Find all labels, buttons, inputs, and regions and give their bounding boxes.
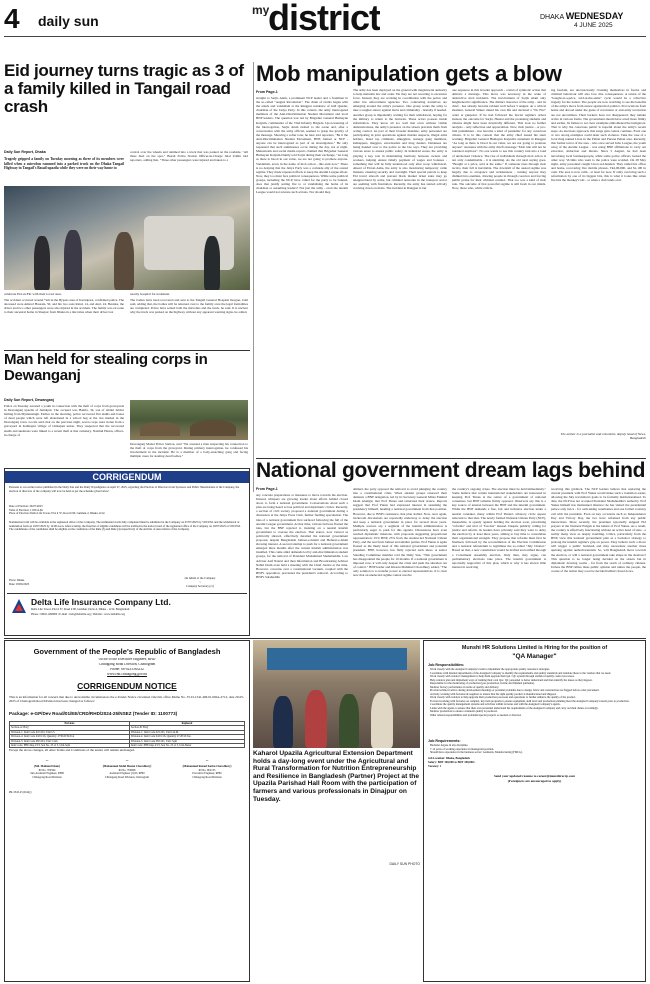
table-cell: Section-A: BoQ: [10, 726, 130, 730]
signatory-block: [89, 759, 165, 779]
signatory-office: Chittagong Road Division: [32, 775, 62, 779]
tangail-body-right: The bodies have been recovered and sent to the Tangail General Hospital morgue, Jalal said, adding that, the bodies will be returned over to the family once the legal formalities are completed. Police have seized both the microbus and the truck, he said. It is unclear why the truck was parked on the highway without any apparent warning signs, he added.: [130, 298, 248, 315]
tender-signatories: [9, 759, 245, 795]
signatory-name: (Md. Mahmud Islam): [34, 765, 60, 768]
section-title: district: [268, 0, 381, 36]
tender-title: CORRIGENDUM NOTICE: [77, 681, 177, 691]
job-salary: Salary: BDT 100,000 to BDT 180,000/-: [428, 761, 476, 764]
attendee-figure: [371, 692, 393, 748]
table-cell: Division-4: Item Code 04/01/16, Quantity 27.28 M.Ton: [129, 735, 244, 739]
tangail-caption-right: nearby hospital for treatment.: [130, 292, 171, 296]
photo-kaharol-event: [253, 640, 420, 748]
signatory-id: ID No. 700344: [38, 768, 56, 772]
divider: [4, 350, 250, 351]
signatory-id: ID No. 700068: [118, 768, 136, 772]
mob-from-page: From Page-1: [256, 90, 278, 94]
list-item: Liaise with the agents to ensure that their own personnel understand the requirements of the Assigned Company and carry out their duties accordingly.: [430, 706, 599, 710]
byline-tangail: Daily Sun Report, Dhaka: [4, 150, 46, 154]
section-word-top: my: [252, 4, 270, 16]
corrigendum-body: Nomination form will be available at the registered office of the Company. The nomination form duly completed must be submitted at the Company on 07/07/2025 by 5:00 P.M. and the withdrawal of nomination form on 10/07/2025 by 12:00 noon. After scrutiny, the final list of eligible candidates will be notified in the notice board of the registered office of the Company on 10/07/2025 at 5:00 P.M. The candidature of the candidates shall be eligible on the conditions of the Rule (3) and Rule (4) respectively of the Articles of Association of the Company.: [9, 521, 241, 532]
table-cell: Division-5: Item Code 08/1201, Unit: Cum: [10, 739, 130, 743]
divider: [4, 638, 646, 639]
on-behalf: On behalf of the Company: [184, 577, 216, 580]
table-header: Replaced: [129, 722, 244, 726]
tangail-body-left: The accident occurred around *am in the Bypass area of Karatipara, confirmed police. The deceased were Amzad Hossain, 50, and his two sons Ratul, 14, and Atul, 24. Besides, the driver and two other passengers were also injured in the accident. The family was en route to their ancestral home in Sherpur from Dhaka in a microbus when their driver lost: [4, 298, 124, 315]
tender-office: Office of the Executive Engineer, RHD: [98, 658, 156, 661]
page-number: 4: [4, 4, 20, 34]
signature-mark: ~: [45, 759, 49, 764]
attendee-figure: [273, 696, 293, 748]
company-address: Delta Life Tower, Plot # 37, Road # 90, Gulshan Circle-2, Dhaka - 1212, Bangladesh: [31, 608, 130, 611]
list-item: Work closely with the Assigned Company's team to implement the appropriate quality assurance strategies.: [430, 668, 550, 671]
requirements-list: [430, 744, 642, 755]
schedule-time: Time of Election: 11:00 A.M.: [9, 507, 44, 512]
table-cell: Division-1: Item Code 02/1201, Unit LS: [10, 730, 130, 734]
masthead: [0, 0, 650, 60]
mob-col2: The army has been deployed on the ground with magistracial authority to help maintain law and order. Yet they are not resorting to excessive force. Instead, they are working in coordination with the police and other law enforcement agencies. Two contrasting narratives are emerging around the army's presence. One group wants the army to take a tougher stance against mobs and criminality - brutally if needed. Another group is impatiently waiting for their withdrawal, hoping for the military to return to the barracks. These actors possess inside information. They know all too well that even without visible demonstrations, the army's presence on the streets prevents them from acting control. As part of their broader mandate, army personnel are participating in joint operations against murder suspects, illegal arms holders, listed top criminals, smugglers, teenage gang members, kidnappers, muggers, extortionists and drug dealers. Detainees are being handed over to the police as the law says. They are providing various areas to ensure public safety. In industrial zones, the army is playing a key role in maintaining harmony between owners and workers, helping ensure timely payment of wages and bonuses - something that will be fully understood only after troop withdrawal. Ahead of Eid-ul-Azha, the army is also monitoring temporary cattle markets, ensuring security and oversight. Their special patrols to keep Eid travel smooth and prevent black market ticket sales may go unappreciated by some, but criminal networks in the transport sector are seething with frustration. Recently, the army has started actively cracking down on mobs. The incident in Rangpur is but: [353, 88, 447, 191]
list-item: Monitor production to ensure consistent quality is produced.: [430, 710, 498, 713]
table-cell: Division-4: Item Code 04/01/16, Quantity: 2730.60 M.Ton: [10, 735, 130, 739]
corrigendum-place-value: Dhaka: [16, 579, 25, 582]
job-location: Job Location: Dhaka, Bangladesh: [428, 757, 470, 760]
byline-corpses: Daily Sun Report, Dewanganj: [4, 398, 54, 402]
national-col4: resolving this gridlock. The NCP leaders believe that replacing the current president with Prof Yunus would make such a transition easier, allowing the July revolution's goals to be formally institutionalised. To date, the NCP has not accepted President Shahabuddin's authority. Prof Yunus himself has maintained distance: he has visited the presidential palace only twice - for oath-taking ceremonies and one formal courtesy call with the president. Even on key occasions such as Independence Day and Victory Day, the two have refrained from any public interactions. More recently, the president reportedly skipped Eid prayers at the National Eidgah at the behest of Prof Yunus. As a result, the country is effectively functioning without an active head of state - a reality many view as deeply troubling. Critics, particularly from the BNP, view this national government plan as a backdoor strategy to prolong the interim regime's grip on power. They believe such a move will trigger a public backlash and may necessitate another mass uprising against authoritarianism. So, will Bangladesh move towards the election, or will a national government take shape in the shadows? This question is no longer being decided on the streets but in diplomatic drawing rooms - far from the reach of ordinary citizens. Unless the BNP rallies mass public opinion and unites the people, the course of the nation may soon be decided behind closed doors.: [551, 487, 646, 573]
signatory-name: (Mohammed Abdul Hasnat Chowdhury): [102, 765, 152, 768]
attendee-figure: [305, 690, 327, 748]
crowd-figure: [64, 230, 82, 290]
job-vacancy: Vacancy: 1: [428, 765, 442, 768]
national-col1: any concrete preparations or measures to move towards the election. Instead, whispers are growing louder about efforts behind closed doors to form a national government. Conversations about such a plan are being heard across political and diplomatic circles. Recently, a section of civil society proposed a national government during a discussion at the Jatiya Press Club, further fuelling speculation. The idea of a national government first surfaced following the fall of the Awami League government. At that time, various factions floated the idea, but the BNP rejected it, insisting on a neutral interim government to oversee the election. That stance, now viewed as politically shrewd, effectively derailed the national government proposal, despite Bangladesh Jamaat-e-Islami and Hefazat-e-Islam showing interest. A second attempt to push for a national government emerged three months after the current interim administration was installed. This came amid demands led by anti-discrimination student groups, for the removal of President Mohammed Shahabuddin. Law Adviser Asif Nazrul and then Information and Broadcasting Adviser Nahid Islam even held a meeting with the Chief Justice at the time. However, concerns over a constitutional vacuum, coupled with the BNP's opposition, prevented the president's removal. According to BNP's Salahuddin: [256, 493, 348, 579]
crowd-figure: [34, 236, 50, 290]
headline-tangail: Eid journey turns tragic as 3 of a family killed in Tangail road crash: [4, 62, 244, 116]
job-ad-title: Munshi HR Solutions Limited is Hiring for the position of: [461, 645, 608, 651]
dateline-date: 4 JUNE 2025: [574, 22, 613, 29]
attendee-figure: [339, 694, 359, 748]
grave-mound: [140, 422, 180, 436]
headline-national: National government dream lags behind: [256, 460, 646, 482]
schedule-place: Place of Election: Delta Life Tower, Plot # 37, Road # 90, Gulshan-2, Dhaka-1212.: [9, 511, 106, 516]
list-item: Provide technical advice during development meetings or potential problems due to design, fabric and construction are flagged before order placement.: [430, 689, 600, 692]
divider: [256, 458, 646, 459]
tender-website[interactable]: www.rhd.chittagong.gov.bd: [107, 673, 147, 676]
signatory-office: Chittagong Road Division, Chattogram: [105, 775, 149, 779]
divider: [7, 593, 247, 594]
signatory-role: Sub-Assistant Engineer, RHD: [30, 772, 64, 775]
schedule-date: Date of Election: 26/07/2025: [9, 505, 43, 508]
signatory-office: Chittagong Road Division: [192, 775, 222, 779]
list-item: Help vendors plan and implement ways of training their own QA / QC personnel to better understand and then identify the issues as they happen.: [430, 678, 593, 682]
list-item: Responsible for the monitoring of production (pre-production, in-line and finished garments).: [430, 682, 535, 685]
job-ad: [423, 640, 646, 982]
mob-col4: ing fascism, are unconsciously cloaking themselves in fascist and criminal behaviour will also face dire consequences. A return of the "bought-at-a-price, sold-at-the-same" cycle would be a collective tragedy for the nation. The people are now watching to see the benefits of the army's move from stance against mob politics. Provocations from home and abroad under the guise of revolution or anti-army revolution are not uncommon. Their backers have not disappeared; they remain active in various forms. The government should have acted more firmly and earlier. Its failure to set clear examples emboldened the instigators. That is why the conscious public is hopeful about the army's recent steps. As elections approach, this surge gain cannot continue. Even one or two strong examples could deter such violence. Take the case of a local thug named Liton in the Paltan and Purana Paltan area. Recently, this former terror of the area - who once served Jubo League, the youth wing of the Awami League - was using BNP affiliations to carry out extortion, abduction and threats. Since 5 August, he had been terrorising local businesspeople, while some police officers looked the other way. Victims who went to the police were scolded. On 28 May night, army personnel caught Liton red-handed. They raided his office and home, recovering five mobile phones, Tk2,00,000, and $1,100 in cash. The area is now calm - at least for now. If army can bring such a reformation by one of its biggest bits, this is what it looks like when fire hits the monkey's tail - or when a club lands on it.: [551, 88, 646, 183]
signatory-block: [169, 759, 245, 779]
wrecked-microbus: [144, 216, 234, 270]
job-apply-note: (Foreigners are encouraged to apply): [507, 780, 562, 783]
responsibilities-label: Job Responsibilities:: [428, 663, 465, 667]
table-row: [10, 744, 245, 748]
corrigendum-date-value: 03/06/2025: [15, 581, 30, 586]
tender-footer-code: PR-3343-25 (Daily): [9, 791, 32, 794]
signatory: Company Secretary (cc): [185, 583, 215, 588]
tangail-caption-left: celebrate Eid-ul-Fitr with their loved ones.: [4, 292, 62, 296]
mob-col3: one sequence in this broader approach - a kind of symbolic action that delivers a message. This move was necessary in the wake of destructive mob incidents. The involvement of Sarjis Alam only heightened its significance. The distinct character of the army - and its chief - has already become evident well before 5 August. At a critical moment, General Waker risked his own life and declared a "No Fire" order at gunpoint. If he had followed the fascist regime's orders instead, the outcome for Sarjis, Hasnat and the protesting students and citizens might have been drastically different. This took no further analysis - only reflection and appreciation. Now, mob justice - or pro-trial punishment - has become a kind of pandemic for any conscious citizen. It is in this context that the army chief issued his stern warning. Brigadier General Humayun Kaiyum's statement in Rangpur "As long as there is blood in our veins, we are not going to promote anyone" resonates with the army chief's message "Mob rule will not be tolerated anymore". No one wants to see this country turn into a land of unchecked violence. The rise of individuals through mob action is not only condemnable - it is alarming. As the old rural saying goes, "Bought at a price, sold at the same." If someone rises through mob tactics, their fall is inevitable. The downfall of the ousted regime was largely due to arrogance and recklessness - turning anyone they disliked into enemies, drawing people in through coercion and forcing public praise for their criminal conduct. That too was a kind of mob rule. The outcome of that powerful regime is still fresh in our minds. Now, those who, while criticis-: [452, 88, 546, 191]
list-item: Coordinate with internal departments of the Assigned Company to identify the requirements and quality standards and translate these to the vendors that we need.: [430, 671, 611, 675]
job-apply-email[interactable]: Send your updated resume to career@munshirecrp.com: [493, 775, 576, 778]
signatory-role: Executive Engineer, RHD: [192, 772, 222, 775]
list-item: Bachelor degree in any discipline.: [430, 744, 469, 747]
tender-phone: Phone: 88-0233363232: [110, 668, 144, 671]
company-name: Delta Life Insurance Company Ltd.: [31, 597, 171, 607]
table-cell: Division-5: Item Code 08/1201, Unit: Sqm: [129, 739, 244, 743]
masthead-rule: [4, 36, 646, 37]
headline-corpses: Man held for stealing corps in Dewanganj: [4, 352, 208, 384]
requirements-label: Job Requirements:: [428, 739, 461, 743]
signatory-role: Assistant Engineer (ii) D, RHD: [109, 772, 145, 775]
crowd-figure: [114, 232, 134, 290]
tender-division: Chittagong Road Division, Chattogram: [98, 663, 156, 666]
dateline: [540, 12, 623, 22]
national-col3: the country's ongoing crises. The election must be held immediately." Some believe that certain international stakeholders are interested in keeping Prof Yunus at the centre of a government of national consensus, but BNP remains firmly opposed. Observers say this is a key source of tension between the BNP and the interim government. While the BNP demands a free, fair and inclusive election under a neutral caretaker, many within Prof Yunus's advisory circle appear reluctant to that idea. The newly formed National Citizen Party (NCP), meanwhile, is openly against holding the election soon, prioritising "reforms" and trial of "fascists" instead. Despite publicly calling for justice and reform, its leaders have privately said they want to delay the election by at least three years, aiming to buy time to consolidate their organisational strength. They propose that reforms must first be finalised, followed by the reconstitution of the Election Commission and a national referendum to legitimise the so-called "July Charter." Based on that, a new constitution would be drafted and ratified through a Constituent Assembly election. Only then, they argue, can parliamentary elections take place. The interim government is reportedly supportive of this plan, which is why it has shown little interest in resolving: [452, 487, 546, 569]
grave-mound: [190, 420, 236, 436]
tender-change-table: [9, 721, 245, 748]
dateline-weekday: WEDNESDAY: [565, 12, 624, 21]
corrigendum-intro: Pursuant to our earlier notice published in the Daily Sun and the Daily Nayadiganta on April 27, 2025, regarding the Election of Directors from Sponsors and Public Shareholders of the Company, the election of directors of the company will now be held as per the schedule given below:: [9, 486, 240, 493]
tender-notice: [4, 640, 250, 982]
table-cell: Item Code: PHE-Dep-23/3, Sen No. 25 of 3, Unit-Meter: [129, 744, 244, 748]
table-cell: Section-B: BoQ: [129, 726, 244, 730]
corrigendum-signoff: [155, 577, 245, 588]
corpses-col2: Dewanganj Model Police Station, said "We arrested a man suspecting his connection to the theft of corps from the graveyard. During primary interrogation, he confessed his involvement in the incident. He is a member of a body-snatching gang and facing multiple cases for stealing dead bodies.": [130, 442, 248, 459]
job-position: "QA Manager": [512, 653, 557, 660]
national-col2: Ahmed, the party opposed the removal to avoid plunging the country into a constitutional crisis. When student groups renewed their demand, a BNP delegation, led by its Secretary General Mirza Fakhrul Islam Alamgir, met Prof Yunus and reiterated their stance. Reports suggest that Prof Yunus had expressed interest in assuming the presidency himself, heading a national government from that position. However, due to BNP's resistance, that plan stalled. Now, once again, backroom discussions are reportedly underway to delay the election and keep a national government in place for several more years. Multiple sources say a segment of the interim administration is particularly eager to push for this agenda. Discussions have even reached diplomatic missions, with proposals suggesting proportional representation: 25% BNP, 25% from the student-led National Citizen Party, and the rest from Jamaat and smaller parties. Prof Yunus is again floated as the likely head of this national government and potential president. BNP, however, has flatly rejected such ideas. A senior Standing Committee member told the Daily Sun, "This government has disappointed the people for 10 months. If a national government is imposed now, it will only deepen the crisis and push the situation out of control." BNP leader and Khasru Mahmud Chowdhury added, "The only solution is to transfer power to elected representatives. It is clear now that an unelected regime cannot resolve: [353, 487, 447, 577]
list-item: 7-12 years of working experience in managerial position.: [430, 747, 494, 751]
corrigendum-schedule: [9, 505, 245, 516]
tangail-col2: control over the wheels and rammed into a truck that was parked on the roadside. "All three died on the spot," Basail Police Station Officer-in-Charge Jalal Uddin told reporters, adding that, "Three other passengers were injured and taken to a: [130, 150, 248, 163]
delta-life-logo-icon: [11, 598, 27, 614]
corrigendum-ad: [4, 468, 250, 636]
column-divider: [253, 62, 254, 492]
list-item: Work closely with vendor's management to help them upgrade their QA / QC system through statistical quality control processes.: [430, 675, 575, 678]
tangail-lead: Tragedy gripped a family on Tuesday morning as three of its members were killed when a microbus rammed into a parked truck on the Dhaka-Tangail Highway in Tangail's Basail upazila while they were on their way home to: [4, 157, 124, 170]
tender-intro: This is an information for all concern that due to unavoidable circumstances the e-Tender Notice circulated vide this office Memo No. 35.01.1541.406.01.002A-2712, date 20-05-2025 of Chattogram Road Division has been changed as follows:: [9, 695, 245, 703]
stage-banner: [267, 648, 407, 670]
list-item: Coordinate the quality management systems and activities within factories and with the Assigned Company's agents.: [430, 703, 561, 706]
paper-name: daily sun: [38, 13, 99, 29]
list-item: Monitor factory performance in terms of quality and delivery.: [430, 685, 500, 689]
tender-closing: Except the above changes, all other Terms and Conditions of the tender will remain unchanged.: [9, 749, 135, 752]
signatory-id: ID No. 902135: [198, 768, 216, 772]
list-item: Should have experience in the business sector: Garments, Manufacturing (FMCG).: [430, 751, 523, 754]
dateline-city: DHAKA: [540, 14, 564, 21]
kaharol-credit: DAILY SUN PHOTO: [389, 862, 420, 866]
signature-mark: ~: [199, 579, 201, 584]
photo-tangail-crash: [4, 186, 250, 290]
kaharol-caption: Kaharol Upazila Agricultural Extension Department holds a day-long event under the Agricultural and Rural Transformation for Nutrition Entrepreneurship and Resilience in Bangladesh (Partner) Project at the Upazila Parishad Hall Room with the participation of farmers and various professionals in Dinajpur on Tuesday.: [253, 750, 419, 803]
responsibilities-list: [430, 668, 642, 717]
list-item: Other related responsibilities and problems/special projects as needed or directed.: [430, 713, 522, 717]
table-header: Previous: [10, 722, 130, 726]
company-contact: Phone : 09611-666000 | E-mail : info@deltalife.org | Website : www.deltalife.org: [31, 613, 125, 616]
tender-table: [9, 721, 245, 748]
mob-col1: straight to Sarjis Alam, a prominent NCP leader and a frontliner in the so-called "August Revolution". The chain of events began with the attack and vandalism at the Rangpur residence of GM Quader, chairman of the Jatiya Party. In this context, the army interrogated members of the Anti-Discrimination Student Movement and local BNP leaders. The question was led by Brigadier General Humayun Kaiyum, commander of the 72nd Infantry Brigade. Upon learning of the interrogation, Sarjis Alam rushed to the scene and, after a conversation with the army official, seemed to grasp the gravity of the message. Showing a softer tone, he later told reporters, "Be it the Anti-Discrimination Student Movement, BNP, Jamaat or NCP - anyone can be interrogated as part of an investigation." He only requested that such summonses occur during the day, not at night. Mainstream and social media reports claimed that Brigadier General Humayun Kaiyum bluntly told Sarjis during their exchange, "As long as there is blood in our veins, we are not going to promote anyone. Vandalism, arson in the name of mob action - this ends now." There is no denying that the Jatiya Party was a comrade ally of the ousted regime. They made repeated efforts to keep the Awami League afloat. Now, they too must face political consequences. While some political groups, including the NCP, have called for the party to be banned, does that justify setting fire to or vandalising the home of its chairman or assaulting leaders? Not just the army - even the Awami League would not tolerate such actions. Nor should they.: [256, 96, 348, 195]
signatory-name: (Mohammed Rezaul Karim Chowdhury): [182, 765, 232, 768]
mob-author-note: The author is a journalist and columnist, deputy head of News, Bangladesh: [560, 432, 646, 441]
signature-mark: ~: [125, 759, 129, 764]
corpses-col1: Police on Tuesday arrested a youth in connection with the theft of corps from graveyards in Dewanganj upazila of Jamalpur. The accused was Hanifa, 34, son of Abdul Jabbar hailing from Mymensingh. Earlier, in the morning, police recovered five skulls and bones of dead people which were left abandoned in a school bag at the rice market in the Dewanganj town. Locals said, that on the previous night, seven corps were stolen from a graveyard in Kalikapur village of Chikajani union. They suspected that the recovered skulls and skeletons were linked to a recent theft at that cemetery. Nazmul Hasan, officer-in-charge of: [4, 404, 124, 437]
list-item: Actively working with factories & suppliers to ensure that the right quality product is manufactured and shipped.: [430, 692, 557, 696]
gov-title: Government of the People's Republic of Bangladesh: [33, 647, 221, 656]
crowd-figure: [204, 236, 220, 290]
table-cell: Item Code: PHE-Dep-23/3, Sen No. 25 of 3, Unit-Sqm: [10, 744, 130, 748]
corrigendum-place: Place: Dhaka Date: 03/06/2025: [9, 579, 30, 586]
headline-mob: Mob manipulation gets a blow: [256, 62, 562, 86]
list-item: Forward working with factories on complex, key item programs to ensure equipment, skill level and production planning meet the Assigned Company's needs prior to production.: [430, 699, 630, 703]
signature-mark: ~: [205, 759, 209, 764]
table-cell: Division-1: Item Code 02/1201, Unit Lm.M.: [129, 730, 244, 734]
national-from-page: From Page-1: [256, 487, 278, 491]
photo-graveyard: [130, 400, 248, 440]
signatory-block: [9, 759, 85, 779]
corrigendum-title: CORRIGENDUM: [5, 471, 249, 483]
tender-package: Package: e-GP/Dev Road/01/EE/CRD/RHD/2024-25/NSEZ (Tender ID: 1100773): [9, 711, 178, 716]
list-item: Work closely with vendors to help upgrade their production processes and operations to further enhance the quality of the product.: [430, 696, 576, 699]
